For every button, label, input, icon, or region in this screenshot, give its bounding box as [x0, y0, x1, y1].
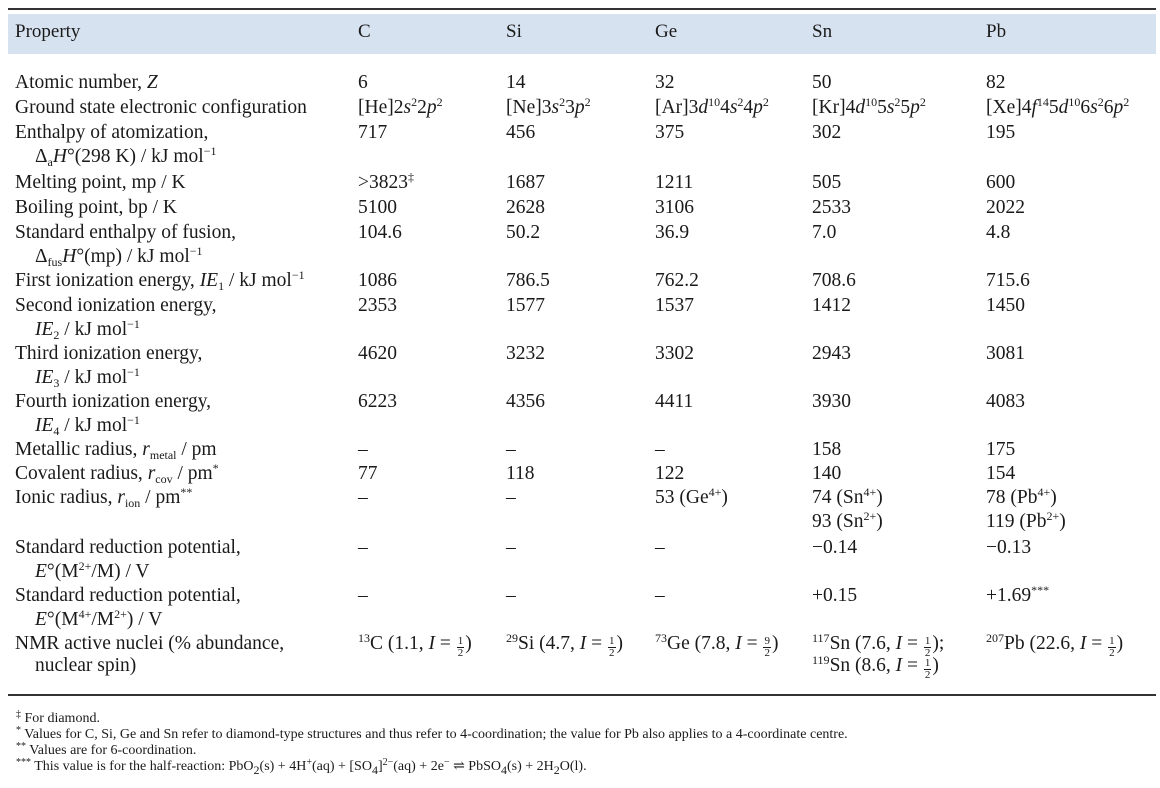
row-label: Ionic radius, $r_{ion} / pm^{**}$ — [15, 485, 193, 510]
row-label-line2: $E^\circ(M^{4+}/M^{2+})$ / V — [35, 607, 163, 630]
cell: – — [655, 585, 665, 606]
row-label: Metallic radius, $r_{metal}$ / pm — [15, 439, 217, 462]
header-pb: Pb — [986, 21, 1007, 42]
row-label: Covalent radius, $r_{cov} / pm^*$ — [15, 461, 219, 486]
cell: 786.5 — [506, 270, 550, 291]
cell: 4083 — [986, 391, 1025, 412]
header-si: Si — [506, 21, 522, 42]
cell: 505 — [812, 172, 842, 193]
cell: 1086 — [358, 270, 397, 291]
footnote: ‡ For diamond. — [16, 709, 100, 726]
cell: 6223 — [358, 391, 397, 412]
header-sn: Sn — [812, 21, 833, 42]
cell: 2628 — [506, 197, 545, 218]
cell: 1577 — [506, 295, 545, 316]
cell: 2353 — [358, 295, 397, 316]
cell: 2943 — [812, 343, 851, 364]
cell: 1537 — [655, 295, 694, 316]
bottom-rule — [8, 694, 1156, 696]
footnote: ** Values are for 6-coordination. — [16, 741, 197, 758]
cell: 118 — [506, 463, 535, 484]
header-c: C — [358, 21, 371, 42]
row-label: Melting point, mp / K — [15, 172, 186, 193]
cell: 158 — [812, 439, 842, 460]
cell: 14 — [506, 72, 526, 93]
cell: 50 — [812, 72, 832, 93]
cell: 3106 — [655, 197, 694, 218]
cell: – — [358, 439, 368, 460]
row-label: Standard enthalpy of fusion, — [15, 222, 236, 243]
cell: 3930 — [812, 391, 851, 412]
row-label-line2: $\Delta_aH^\circ(298$ K) / kJ mol$^{-1}$ — [35, 144, 217, 169]
cell: – — [506, 439, 516, 460]
cell: −0.14 — [812, 537, 858, 558]
row-label: Second ionization energy, — [15, 295, 217, 316]
cell: 2533 — [812, 197, 851, 218]
cell: 5100 — [358, 197, 397, 218]
row-label-line2: $IE_2$ / kJ mol$^{-1}$ — [35, 317, 140, 342]
footnotes — [16, 711, 848, 775]
cell: 93 $(Sn^{2+})$ — [812, 509, 883, 532]
cell: $[Kr]4d^{10}5s^25p^2$ — [812, 95, 926, 118]
header-property: Property — [15, 21, 81, 42]
cell: 3081 — [986, 343, 1025, 364]
cell: 708.6 — [812, 270, 856, 291]
row-label: Standard reduction potential, — [15, 585, 241, 606]
cell: 302 — [812, 122, 842, 143]
row-label: Standard reduction potential, — [15, 537, 241, 558]
cell: 50.2 — [506, 222, 541, 243]
cell: 140 — [812, 463, 842, 484]
row-label: Ground state electronic configuration — [15, 97, 307, 118]
row-label: Fourth ionization energy, — [15, 391, 212, 412]
header-ge: Ge — [655, 21, 678, 42]
row-label: Atomic number, Z — [15, 72, 158, 93]
cell: $[Ne]3s^23p^2$ — [506, 95, 591, 118]
cell: 4356 — [506, 391, 545, 412]
cell: 36.9 — [655, 222, 690, 243]
cell: 3232 — [506, 343, 545, 364]
cell: $^{117}$Sn (7.6, I = $\frac{1}{2}$ ); — [812, 631, 945, 659]
cell: 104.6 — [358, 222, 402, 243]
row-label: NMR active nuclei (% abundance, — [15, 633, 285, 654]
row-label-line2: nuclear spin) — [35, 655, 137, 676]
cell: – — [655, 537, 665, 558]
cell: $[Xe]4f^{14}5d^{10}6s^26p^2$ — [986, 95, 1130, 118]
row-label-line2: $\Delta_{fus}H^\circ(mp)$ / kJ mol$^{-1}$ — [35, 244, 203, 269]
cell: – — [358, 585, 368, 606]
cell: 762.2 — [655, 270, 699, 291]
cell: 4620 — [358, 343, 397, 364]
cell: 122 — [655, 463, 685, 484]
cell: +1.69*** — [986, 583, 1050, 606]
cell: $^{13}$C (1.1, I = $\frac{1}{2}$ ) — [358, 631, 472, 659]
footnote: *** This value is for the half-reaction: $PbO_2(s) + 4H^+(aq) + [SO_4]^{2-}(aq) + 2e^-$ ⇌ PbSO$_4$(s) + $2H_2O(l)$. — [16, 757, 587, 777]
cell: 6 — [358, 72, 368, 93]
cell: 717 — [358, 122, 388, 143]
cell: 32 — [655, 72, 675, 93]
row-label: Boiling point, bp / K — [15, 197, 177, 218]
cell: 154 — [986, 463, 1016, 484]
cell: +0.15 — [812, 585, 858, 606]
cell: 53 $(Ge^{4+})$ — [655, 485, 728, 508]
cell: 3302 — [655, 343, 694, 364]
cell: $^{73}$Ge (7.8, I = $\frac{9}{2}$ ) — [655, 631, 779, 659]
cell: – — [358, 487, 368, 508]
cell: – — [655, 439, 665, 460]
row-label-line2: $IE_4$ / kJ mol$^{-1}$ — [35, 413, 140, 438]
cell: 715.6 — [986, 270, 1030, 291]
cell: 74 $(Sn^{4+})$ — [812, 485, 883, 508]
cell: $^{207}$Pb (22.6, I = $\frac{1}{2}$ ) — [986, 631, 1124, 659]
cell: 175 — [986, 439, 1016, 460]
cell: 4411 — [655, 391, 694, 412]
cell: 119 $(Pb^{2+})$ — [986, 509, 1066, 532]
cell: 375 — [655, 122, 685, 143]
cell: $^{29}$Si (4.7, I = $\frac{1}{2}$ ) — [506, 631, 624, 659]
cell: $[He]2s^22p^2$ — [358, 95, 443, 118]
row-label: Enthalpy of atomization, — [15, 122, 209, 143]
row-label: First ionization energy, $IE_1$ / kJ mol$^{-1}$ — [15, 268, 305, 293]
cell: 456 — [506, 122, 536, 143]
row-label-line2: $E^\circ(M^{2+}/M)$ / V — [35, 559, 150, 582]
cell: $^{119}$Sn (8.6, I = $\frac{1}{2}$ ) — [812, 653, 939, 681]
cell: 1450 — [986, 295, 1025, 316]
cell: 4.8 — [986, 222, 1011, 243]
cell: −0.13 — [986, 537, 1032, 558]
cell: – — [358, 537, 368, 558]
cell: – — [506, 487, 516, 508]
cell: 2022 — [986, 197, 1025, 218]
row-label: Third ionization energy, — [15, 343, 203, 364]
footnote: * Values for C, Si, Ge and Sn refer to diamond-type structures and thus refer to 4-coordination; the value for Pb also applies to a 4-coordinate centre. — [16, 725, 848, 742]
cell: 1211 — [655, 172, 694, 193]
header-band — [8, 14, 1156, 54]
cell: 82 — [986, 72, 1006, 93]
cell: – — [506, 585, 516, 606]
row-label-line2: $IE_3$ / kJ mol$^{-1}$ — [35, 365, 140, 390]
cell: 77 — [358, 463, 378, 484]
cell: 1412 — [812, 295, 851, 316]
cell: 1687 — [506, 172, 545, 193]
cell: – — [506, 537, 516, 558]
cell: 195 — [986, 122, 1016, 143]
top-rule — [8, 8, 1156, 10]
cell: >3823‡ — [358, 170, 414, 193]
cell: 7.0 — [812, 222, 837, 243]
cell: 78 $(Pb^{4+})$ — [986, 485, 1057, 508]
cell: 600 — [986, 172, 1016, 193]
cell: $[Ar]3d^{10}4s^24p^2$ — [655, 95, 769, 118]
